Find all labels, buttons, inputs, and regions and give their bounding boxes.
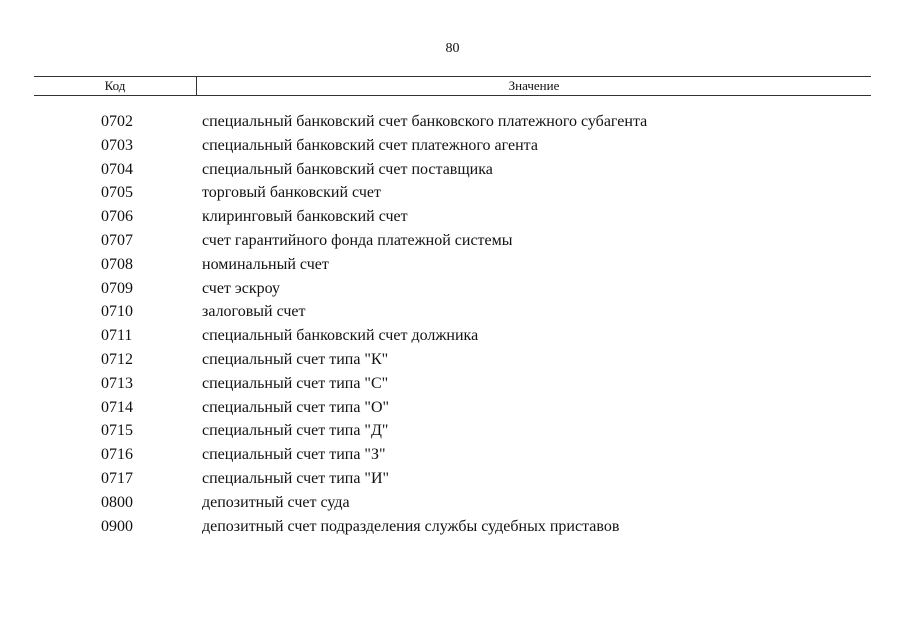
table-body xyxy=(0,110,905,538)
row-code: 0707 xyxy=(101,231,133,249)
row-value: специальный банковский счет платежного агента xyxy=(202,136,538,154)
column-header-code: Код xyxy=(34,77,197,95)
row-code: 0705 xyxy=(101,184,133,202)
row-value: счет эскроу xyxy=(202,279,281,297)
table-row xyxy=(0,229,905,253)
row-value: специальный счет типа "О" xyxy=(202,398,390,416)
table-row xyxy=(0,324,905,348)
row-code: 0715 xyxy=(101,422,133,440)
row-value: номинальный счет xyxy=(202,255,329,273)
row-value: специальный банковский счет поставщика xyxy=(202,160,493,178)
table-row xyxy=(0,253,905,277)
table-row xyxy=(0,110,905,134)
row-code: 0716 xyxy=(101,446,133,464)
row-value: специальный счет типа "К" xyxy=(202,350,389,368)
row-value: специальный счет типа "И" xyxy=(202,469,390,487)
table-row xyxy=(0,443,905,467)
table-row xyxy=(0,205,905,229)
table-row xyxy=(0,372,905,396)
row-code: 0706 xyxy=(101,208,133,226)
table-header xyxy=(34,76,871,96)
row-value: депозитный счет подразделения службы судебных приставов xyxy=(202,517,620,535)
column-header-value: Значение xyxy=(508,78,560,93)
table-row xyxy=(0,134,905,158)
row-code: 0710 xyxy=(101,303,133,321)
row-value: специальный банковский счет должника xyxy=(202,327,479,345)
table-row xyxy=(0,515,905,539)
table-row xyxy=(0,158,905,182)
row-code: 0709 xyxy=(101,279,133,297)
row-code: 0714 xyxy=(101,398,133,416)
row-code: 0713 xyxy=(101,374,133,392)
row-value: клиринговый банковский счет xyxy=(202,208,408,226)
row-value: специальный счет типа "З" xyxy=(202,446,386,464)
row-value: депозитный счет суда xyxy=(202,493,350,511)
row-code: 0712 xyxy=(101,350,133,368)
table-row xyxy=(0,419,905,443)
page-number: 80 xyxy=(445,41,460,56)
row-value: специальный счет типа "Д" xyxy=(202,422,389,440)
row-code: 0708 xyxy=(101,255,133,273)
row-value: торговый банковский счет xyxy=(202,184,381,202)
row-code: 0717 xyxy=(101,469,133,487)
table-row xyxy=(0,396,905,420)
row-value: залоговый счет xyxy=(202,303,306,321)
row-code: 0900 xyxy=(101,517,133,535)
table-row xyxy=(0,300,905,324)
row-code: 0702 xyxy=(101,113,133,130)
row-value: счет гарантийного фонда платежной системы xyxy=(202,231,513,249)
row-code: 0711 xyxy=(101,327,133,345)
row-code: 0704 xyxy=(101,160,133,178)
table-row xyxy=(0,467,905,491)
row-value: специальный банковский счет банковского платежного субагента xyxy=(202,113,648,130)
table-row xyxy=(0,181,905,205)
table-row xyxy=(0,491,905,515)
table-row xyxy=(0,277,905,301)
row-value: специальный счет типа "С" xyxy=(202,374,389,392)
row-code: 0800 xyxy=(101,493,133,511)
row-code: 0703 xyxy=(101,136,133,154)
table-row xyxy=(0,348,905,372)
